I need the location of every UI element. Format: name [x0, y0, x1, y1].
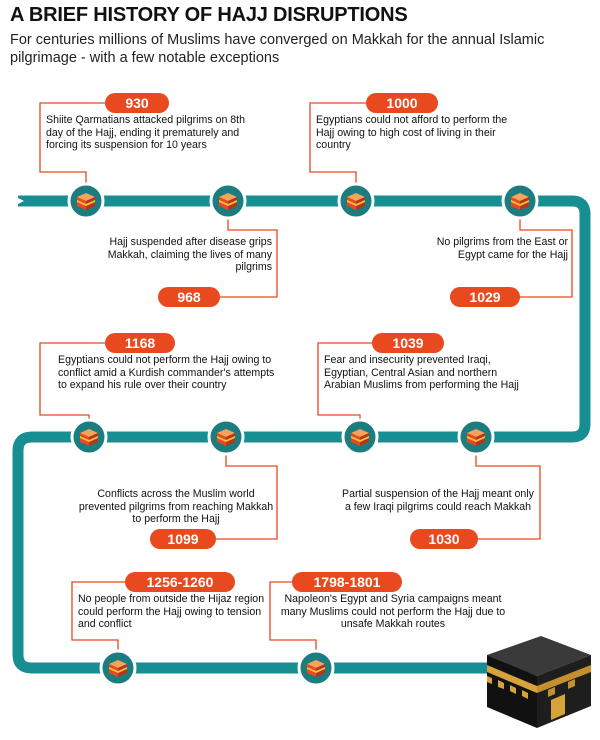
- year-badge-968: 968: [158, 287, 220, 307]
- kaaba-icon: [487, 636, 591, 728]
- event-note-930: Shiite Qarmatians attacked pilgrims on 8th day of the Hajj, ending it prematurely and forcing its suspension for 10 years: [46, 114, 246, 151]
- year-badge-1030: 1030: [410, 529, 478, 549]
- event-note-1039: Fear and insecurity prevented Iraqi, Egyptian, Central Asian and northern Arabian Muslims from performing the Hajj: [324, 354, 519, 391]
- node-1039: [343, 420, 377, 454]
- node-1256: [101, 651, 135, 685]
- node-930: [69, 184, 103, 218]
- node-1030: [459, 420, 493, 454]
- year-badge-1798-1801: 1798-1801: [292, 572, 402, 592]
- year-badge-1039: 1039: [372, 333, 444, 353]
- event-note-1798-1801: Napoleon's Egypt and Syria campaigns meant many Muslims could not perform the Hajj due to unsafe Makkah routes: [280, 593, 506, 630]
- year-badge-1099: 1099: [150, 529, 216, 549]
- event-note-1256-1260: No people from outside the Hijaz region could perform the Hajj owing to tension and conflict: [78, 593, 265, 630]
- event-note-1000: Egyptians could not afford to perform the Hajj owing to high cost of living in their country: [316, 114, 508, 151]
- event-note-1168: Egyptians could not perform the Hajj owing to conflict amid a Kurdish commander's attempts to expand his rule over their country: [58, 354, 275, 391]
- year-badge-1256-1260: 1256-1260: [125, 572, 235, 592]
- year-badge-930: 930: [105, 93, 169, 113]
- year-badge-1029: 1029: [450, 287, 520, 307]
- year-badge-1168: 1168: [105, 333, 175, 353]
- page-subtitle: For centuries millions of Muslims have converged on Makkah for the annual Islamic pilgrimage - with a few notable exceptions: [10, 32, 545, 66]
- node-1798: [299, 651, 333, 685]
- event-note-1030: Partial suspension of the Hajj meant only a few Iraqi pilgrims could reach Makkah: [342, 488, 534, 513]
- node-1000: [339, 184, 373, 218]
- node-1168: [72, 420, 106, 454]
- track-start-arrow: [8, 193, 24, 209]
- node-1029: [503, 184, 537, 218]
- page-title: A BRIEF HISTORY OF HAJJ DISRUPTIONS: [10, 4, 408, 26]
- event-note-1099: Conflicts across the Muslim world prevented pilgrims from reaching Makkah to perform the Hajj: [78, 488, 274, 525]
- node-968: [211, 184, 245, 218]
- event-note-968: Hajj suspended after disease grips Makkah, claiming the lives of many pilgrims: [107, 236, 272, 273]
- node-1099: [209, 420, 243, 454]
- year-badge-1000: 1000: [366, 93, 438, 113]
- event-note-1029: No pilgrims from the East or Egypt came for the Hajj: [436, 236, 568, 261]
